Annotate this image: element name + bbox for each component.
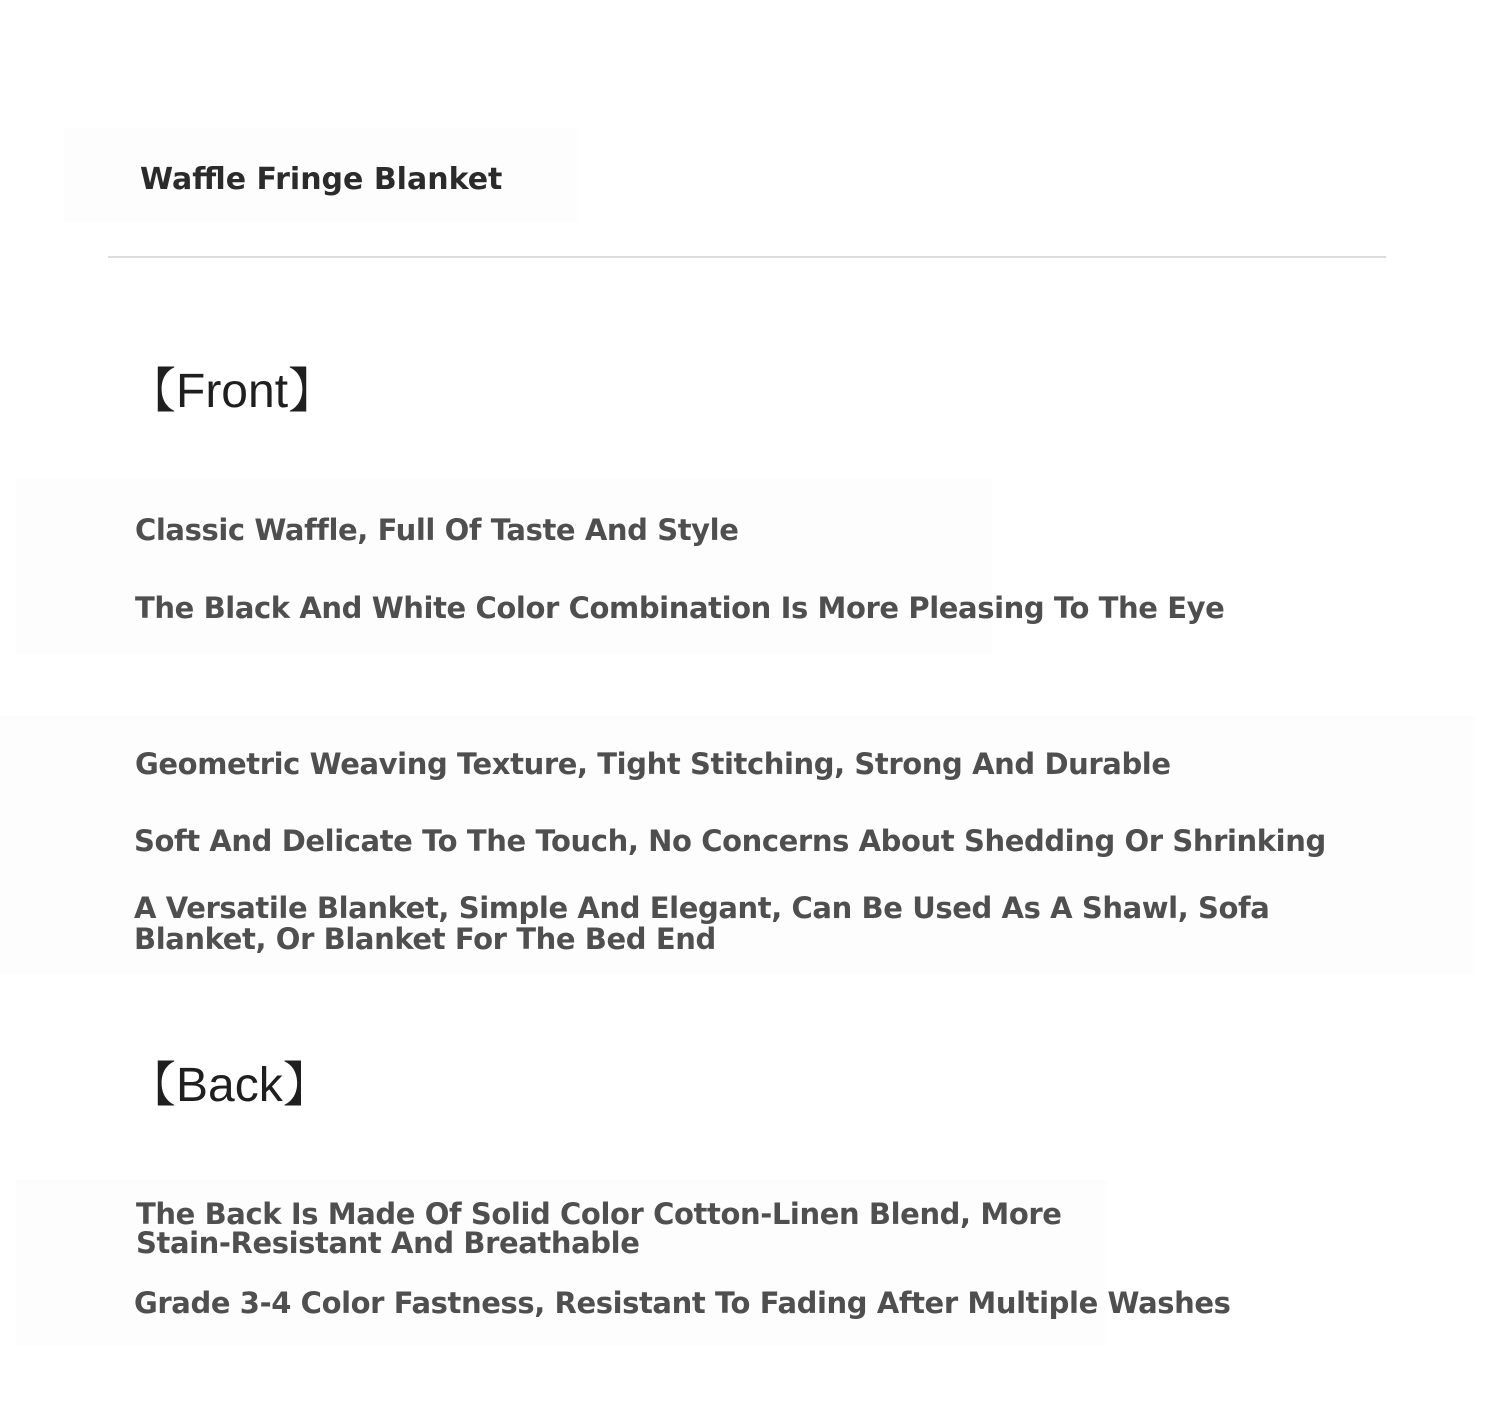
back-point-1: The Back Is Made Of Solid Color Cotton-Linen Blend, More Stain-Resistant And Breathable <box>136 1197 1062 1260</box>
front-point-2: The Black And White Color Combination Is More Pleasing To The Eye <box>135 591 1225 625</box>
front-point-3: Geometric Weaving Texture, Tight Stitching, Strong And Durable <box>135 747 1171 781</box>
back-heading: 【Back】 <box>128 1059 331 1112</box>
back-point-2: Grade 3-4 Color Fastness, Resistant To Fading After Multiple Washes <box>134 1286 1231 1320</box>
product-title: Waffle Fringe Blanket <box>140 162 503 197</box>
front-point-5: A Versatile Blanket, Simple And Elegant, Can Be Used As A Shawl, Sofa Blanket, Or Blanket For The Bed End <box>134 891 1270 956</box>
front-panel-1 <box>16 478 992 654</box>
title-divider <box>108 256 1386 258</box>
front-heading: 【Front】 <box>128 365 337 418</box>
front-point-4: Soft And Delicate To The Touch, No Concerns About Shedding Or Shrinking <box>134 824 1326 858</box>
front-point-1: Classic Waffle, Full Of Taste And Style <box>135 513 739 547</box>
